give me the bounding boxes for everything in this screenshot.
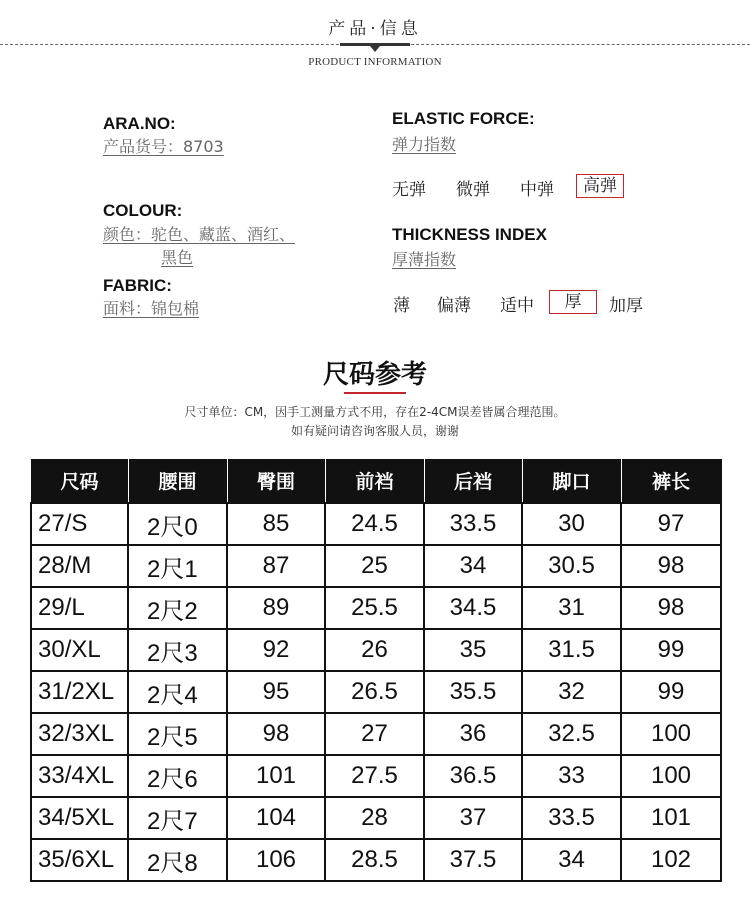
cell-hip: 98 bbox=[227, 713, 325, 755]
cell-hip: 89 bbox=[227, 587, 325, 629]
cell-leg-opening: 32 bbox=[522, 671, 621, 713]
cell-length: 100 bbox=[621, 713, 721, 755]
header-size: 尺码 bbox=[31, 459, 128, 503]
size-title-underline bbox=[344, 392, 406, 394]
cell-back-rise: 34.5 bbox=[424, 587, 522, 629]
table-row bbox=[31, 839, 721, 881]
cell-leg-opening: 33 bbox=[522, 755, 621, 797]
cell-hip: 87 bbox=[227, 545, 325, 587]
cell-front-rise: 28.5 bbox=[325, 839, 424, 881]
cell-back-rise: 36.5 bbox=[424, 755, 522, 797]
cell-waist: 2尺8 bbox=[128, 839, 227, 881]
cell-waist: 2尺7 bbox=[128, 797, 227, 839]
cell-hip: 101 bbox=[227, 755, 325, 797]
cell-front-rise: 26 bbox=[325, 629, 424, 671]
size-chart-title: 尺码参考 bbox=[322, 360, 427, 390]
title-pointer-triangle bbox=[370, 46, 380, 52]
elastic-force-label: ELASTIC FORCE: bbox=[392, 109, 535, 128]
fabric-label: FABRIC: bbox=[103, 276, 172, 295]
cell-back-rise: 35 bbox=[424, 629, 522, 671]
elastic-option-slight: 微弹 bbox=[456, 180, 490, 200]
cell-waist: 2尺2 bbox=[128, 587, 227, 629]
cell-size: 32/3XL bbox=[31, 713, 128, 755]
header-front-rise: 前裆 bbox=[325, 459, 424, 503]
cell-back-rise: 36 bbox=[424, 713, 522, 755]
header-back-rise: 后裆 bbox=[424, 459, 522, 503]
table-row bbox=[31, 797, 721, 839]
colour-value-line2: 黑色 bbox=[161, 248, 194, 267]
cell-size: 34/5XL bbox=[31, 797, 128, 839]
table-row bbox=[31, 503, 721, 545]
cell-leg-opening: 31 bbox=[522, 587, 621, 629]
cell-size: 27/S bbox=[31, 503, 128, 545]
cell-size: 31/2XL bbox=[31, 671, 128, 713]
thickness-option-extra-thick: 加厚 bbox=[609, 296, 643, 316]
cell-length: 99 bbox=[621, 629, 721, 671]
table-header-row bbox=[31, 459, 721, 503]
cell-back-rise: 33.5 bbox=[424, 503, 522, 545]
cell-waist: 2尺6 bbox=[128, 755, 227, 797]
thickness-index-label: THICKNESS INDEX bbox=[392, 225, 547, 244]
cell-front-rise: 25 bbox=[325, 545, 424, 587]
size-note-line2: 如有疑问请咨询客服人员，谢谢 bbox=[290, 424, 459, 438]
cell-length: 102 bbox=[621, 839, 721, 881]
fabric-value: 面料：锦包棉 bbox=[103, 299, 200, 318]
cell-leg-opening: 32.5 bbox=[522, 713, 621, 755]
section-title-product-info: 产品·信息 bbox=[328, 19, 422, 39]
section-subtitle: PRODUCT INFORMATION bbox=[308, 56, 442, 68]
table-row bbox=[31, 755, 721, 797]
cell-front-rise: 27 bbox=[325, 713, 424, 755]
cell-leg-opening: 30 bbox=[522, 503, 621, 545]
size-table bbox=[30, 459, 722, 882]
cell-length: 98 bbox=[621, 545, 721, 587]
cell-back-rise: 37.5 bbox=[424, 839, 522, 881]
cell-front-rise: 25.5 bbox=[325, 587, 424, 629]
thickness-option-thin: 薄 bbox=[393, 296, 410, 316]
colour-label: COLOUR: bbox=[103, 201, 183, 220]
header-hip: 臀围 bbox=[227, 459, 325, 503]
header-waist: 腰围 bbox=[128, 459, 227, 503]
cell-back-rise: 37 bbox=[424, 797, 522, 839]
cell-hip: 106 bbox=[227, 839, 325, 881]
cell-size: 28/M bbox=[31, 545, 128, 587]
header-leg-opening: 脚口 bbox=[522, 459, 621, 503]
table-row bbox=[31, 713, 721, 755]
cell-hip: 92 bbox=[227, 629, 325, 671]
ara-label: ARA.NO: bbox=[103, 114, 176, 133]
cell-length: 101 bbox=[621, 797, 721, 839]
cell-size: 30/XL bbox=[31, 629, 128, 671]
size-note-line1: 尺寸单位：CM，因手工测量方式不用，存在2-4CM误差皆属合理范围。 bbox=[184, 405, 566, 419]
elastic-option-high-selected: 高弹 bbox=[576, 174, 624, 198]
cell-leg-opening: 33.5 bbox=[522, 797, 621, 839]
cell-waist: 2尺1 bbox=[128, 545, 227, 587]
cell-length: 98 bbox=[621, 587, 721, 629]
table-row bbox=[31, 671, 721, 713]
cell-length: 99 bbox=[621, 671, 721, 713]
thickness-index-sub: 厚薄指数 bbox=[392, 250, 457, 269]
elastic-option-medium: 中弹 bbox=[520, 180, 554, 200]
cell-front-rise: 28 bbox=[325, 797, 424, 839]
cell-front-rise: 27.5 bbox=[325, 755, 424, 797]
thickness-option-thick-selected: 厚 bbox=[549, 290, 597, 314]
cell-back-rise: 34 bbox=[424, 545, 522, 587]
ara-value: 产品货号：8703 bbox=[103, 137, 224, 156]
cell-size: 29/L bbox=[31, 587, 128, 629]
thickness-option-slightly-thin: 偏薄 bbox=[437, 296, 471, 316]
cell-length: 100 bbox=[621, 755, 721, 797]
cell-leg-opening: 34 bbox=[522, 839, 621, 881]
cell-size: 35/6XL bbox=[31, 839, 128, 881]
header-length: 裤长 bbox=[621, 459, 721, 503]
thickness-option-moderate: 适中 bbox=[500, 296, 534, 316]
table-row bbox=[31, 587, 721, 629]
cell-hip: 104 bbox=[227, 797, 325, 839]
cell-back-rise: 35.5 bbox=[424, 671, 522, 713]
cell-front-rise: 26.5 bbox=[325, 671, 424, 713]
elastic-force-sub: 弹力指数 bbox=[392, 135, 457, 154]
elastic-option-none: 无弹 bbox=[392, 180, 426, 200]
cell-waist: 2尺4 bbox=[128, 671, 227, 713]
cell-length: 97 bbox=[621, 503, 721, 545]
cell-waist: 2尺5 bbox=[128, 713, 227, 755]
cell-leg-opening: 31.5 bbox=[522, 629, 621, 671]
table-row bbox=[31, 545, 721, 587]
cell-leg-opening: 30.5 bbox=[522, 545, 621, 587]
cell-front-rise: 24.5 bbox=[325, 503, 424, 545]
cell-size: 33/4XL bbox=[31, 755, 128, 797]
cell-hip: 85 bbox=[227, 503, 325, 545]
colour-value-line1: 颜色：驼色、藏蓝、酒红、 bbox=[103, 225, 296, 244]
cell-waist: 2尺0 bbox=[128, 503, 227, 545]
cell-waist: 2尺3 bbox=[128, 629, 227, 671]
table-row bbox=[31, 629, 721, 671]
cell-hip: 95 bbox=[227, 671, 325, 713]
